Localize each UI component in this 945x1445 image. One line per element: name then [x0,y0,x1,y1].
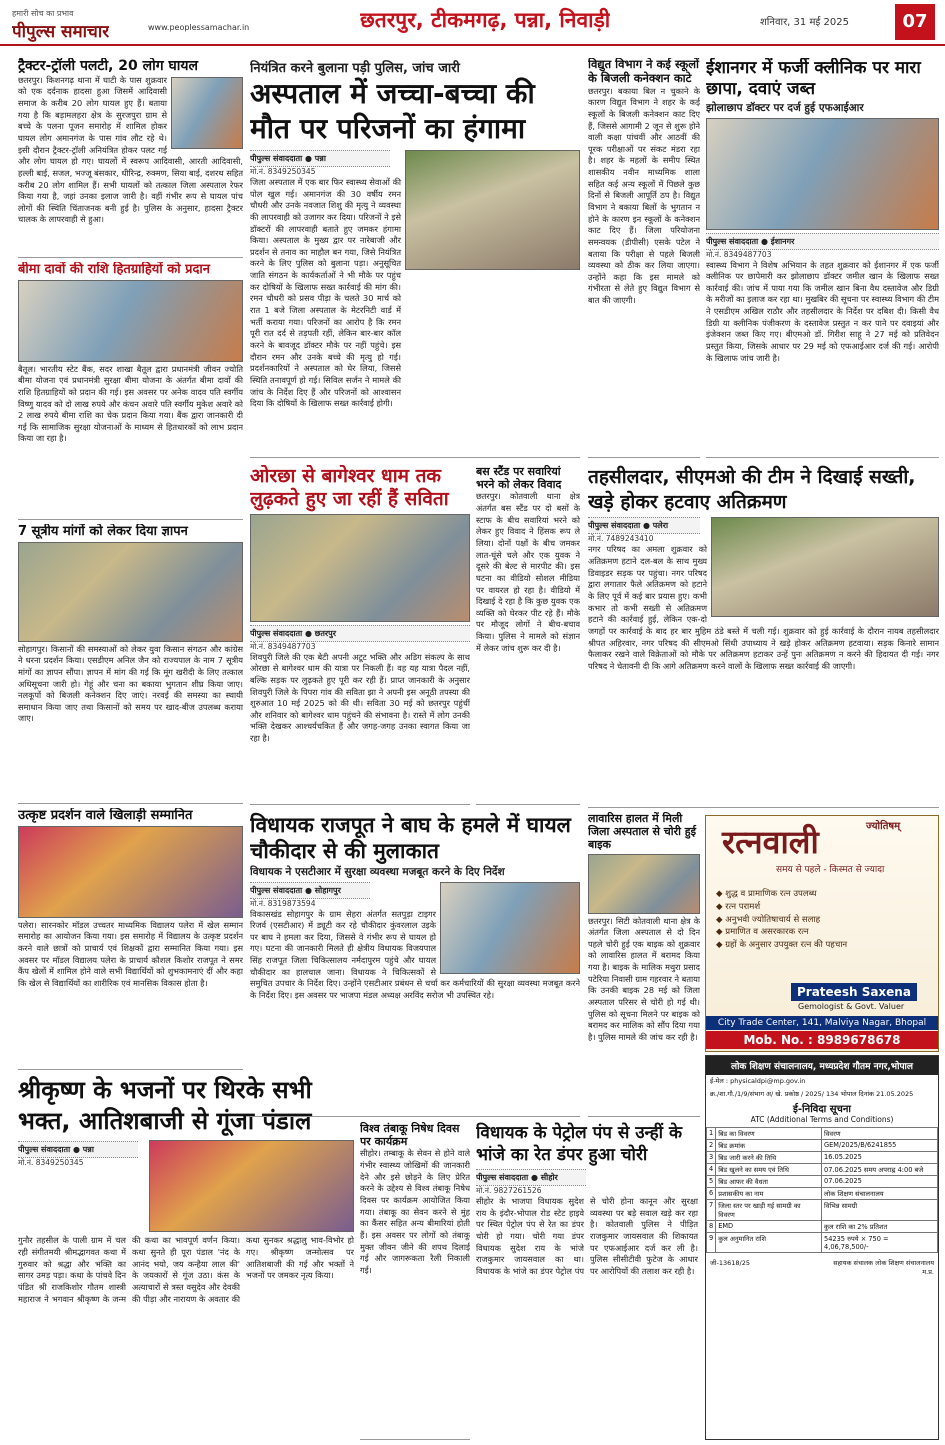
tender-table [706,1127,938,1253]
ad-ratnavali[interactable] [705,815,939,1052]
table-cell: 07.06.2025 समय अपराह्न 4:00 बजे [822,1164,938,1176]
ad-subtitle: समय से पहले - किस्मत से ज्यादा [776,865,885,875]
headline: विद्युत विभाग ने कई स्कूलों के बिजली कनेक्शन काटे [588,58,700,85]
byline: पीपुल्स संवाददाता ● पलेरा [588,517,700,534]
byline: पीपुल्स संवाददाता ● पन्ना [18,1141,138,1158]
byline: पीपुल्स संवाददाता ● सोहागपुर [250,882,370,899]
table-cell: 4 [707,1164,716,1176]
story-photo [405,150,580,270]
edition-title: छतरपुर, टीकमगढ़, पन्ना, निवाड़ी [360,8,611,32]
headline: बीमा दावों की राशि हितग्राहियों को प्रदान [18,262,210,277]
story-body: छतरपुर। कोतवाली थाना क्षेत्र अंतर्गत बस स्टैंड पर दो बसों के स्टाफ के बीच सवारियां भरने को लेकर हुए विवाद ने हिंसक रूप ले लिया। दोनों पक्षों के बीच जमकर लात-घूंसे चले और एक युवक ने दूसरे की बेल्ट से मारपीट की। इस घटना का वीडियो सोशल मीडिया पर वायरल हो रहा है। वीडियो में दिखाई दे रहा है कि कुछ युवक एक व्यक्ति को घेरकर पीट रहे हैं। मौके पर मौजूद लोगों ने बीच-बचाव किया। पुलिस ने मामले को संज्ञान में लेकर जांच शुरू कर दी है। [476,491,580,653]
story-body: स्वास्थ्य विभाग ने विशेष अभियान के तहत शुक्रवार को ईशानगर में एक फर्जी क्लीनिक पर छापेमारी कर झोलाछाप डॉक्टर जमील खान के खिलाफ सख्त कार्रवाई की। जांच में पाया गया कि जमील खान बिना वैध दस्तावेज और डिग्री के मरीजों का इलाज कर रहा था। मुखबिर की सूचना पर स्वास्थ्य विभाग की टीम ने एसडीएम अखिल राठौर और तहसीलदार के निर्देश पर दबिश दी। किसी वैध डिग्री या क्लीनिक पंजीकरण के दस्तावेज प्रस्तुत न कर पाने पर दवाइयां और इंजेक्शन जब्त किए गए। बीएमओ डॉ. गिरीश साहू ने 27 मई को प्रतिवेदन प्रस्तुत किया, जिसके आधार पर 29 मई को एफआईआर दर्ज की गई। आरोपी के खिलाफ जांच जारी है। [706,259,939,363]
headline: तहसीलदार, सीएमओ की टीम ने दिखाई सख्ती, खड़े होकर हटवाए अतिक्रमण [588,466,916,513]
ad-mobile: Mob. No. : 8989678678 [706,1031,938,1049]
mobile: मो.नं. 9827261526 [476,1186,542,1196]
page-number: 07 [895,4,935,40]
kicker: विधायक ने एसटीआर में सुरक्षा व्यवस्था मजबूत करने के दिए निर्देश [250,865,505,878]
table-cell: 3 [707,1152,716,1164]
byline: पीपुल्स संवाददाता ● सीहोर [476,1169,586,1186]
kicker: झोलाछाप डॉक्टर पर दर्ज हुई एफआईआर [706,101,864,114]
table-cell: बिड जारी करने की तिथि [716,1152,822,1164]
table-cell: 5 [707,1176,716,1188]
table-cell: 7 [707,1200,716,1221]
table-cell: 9 [707,1233,716,1253]
table-cell: 8 [707,1221,716,1233]
table-row [707,1152,938,1164]
story-ishanagar [706,58,939,458]
headline: श्रीकृष्ण के भजनों पर थिरके सभी भक्त, आतिशबाजी से गूंजा पंडाल [18,1076,312,1136]
story-bima [18,262,243,520]
table-cell: बिड आफर की वैधता [716,1176,822,1188]
tender-footer: जी-13618/25 [710,1259,750,1268]
tender-org: लोक शिक्षण संचालनालय, मध्यप्रदेश गौतम नगर,भोपाल [706,1056,938,1075]
byline: पीपुल्स संवाददाता ● पन्ना [250,150,390,167]
tender-signature: सहायक संचालक लोक शिक्षण संचालनालय म.प्र. [833,1259,934,1277]
byline: पीपुल्स संवाददाता ● ईशानगर [706,233,939,250]
story-aspatal [250,58,580,458]
table-row [707,1128,938,1140]
tender-ref: क्र./शा.गौ./1/9/संभाग अ/ खे. प्रकोष्ठ / 2025/ 134 भोपाल दिनांक 21.05.2025 [710,1090,914,1099]
headline: बस स्टैंड पर सवारियां भरने को लेकर विवाद [476,465,562,492]
list-item: ◆ ग्रहों के अनुसार उपयुक्त रत्न की पहचान [716,940,848,950]
table-cell: कुल अनुमानित राशि [716,1233,822,1253]
story-photo [250,514,470,622]
table-cell: 16.05.2025 [822,1152,938,1164]
story-orchha [250,465,470,805]
story-bus-stand [476,465,580,805]
ad-address: City Trade Center, 141, Malviya Nagar, Bhopal [706,1016,938,1030]
ad-person-name: Prateesh Saxena [791,983,917,1001]
story-tambaku [360,1122,470,1440]
table-cell: 1 [707,1128,716,1140]
story-photo [706,118,939,230]
issue-date: शनिवार, 31 मई 2025 [760,17,849,28]
story-body: विकासखंड सोहागपुर के ग्राम सेहरा अंतर्गत सतपुड़ा टाइगर रिजर्व (एसटीआर) में ड्यूटी कर रहे चौकीदार कुंवरलाल उइके पर बाघ ने हमला कर दिया, जिससे वे गंभीर रूप से घायल हो गए। घटना की जानकारी मिलते ही क्षेत्रीय विधायक विजयपाल सिंह राजपूत जिला चिकित्सालय नर्मदापुरम पहुंचे और घायल चौकीदार का हालचाल जाना। विधायक ने चिकित्सकों से समुचित उपचार के निर्देश दिए। उन्होंने एसटीआर प्रबंधन से चर्चा कर कर्मचारियों की सुरक्षा व्यवस्था मजबूत करने के निर्देश दिए। इस अवसर पर भाजपा मंडल अध्यक्ष अरविंद सरोज भी उपस्थित रहे। [250,908,580,1000]
mobile: मो.नं. 8349487703 [706,249,772,259]
table-row [707,1164,938,1176]
website: www.peoplessamachar.in [148,23,250,32]
table-cell: बिड का विवरण [716,1128,822,1140]
table-row [707,1200,938,1221]
headline: लावारिस हालत में मिली जिला अस्पताल से चोरी हुई बाइक [588,812,697,852]
story-body: सीहोर। तम्बाकू के सेवन से होने वाले गंभीर स्वास्थ्य जोखिमों की जानकारी देने और इसे छोड़ने के लिए प्रेरित करने के उद्देश्य से विश्व तंबाकू निषेध दिवस पर कार्यक्रम आयोजित किया गया। तंबाकू का सेवन करने से मुंह का कैंसर सहित अन्य बीमारियां होती हैं। इस अवसर पर लोगों को तंबाकू मुक्त जीवन जीने की शपथ दिलाई गई और जागरूकता रैली निकाली गई। [360,1148,470,1275]
story-photo [18,542,243,642]
story-body: शिवपुरी जिले की एक बेटी अपनी अटूट भक्ति और अडिग संकल्प के साथ ओरछा से बागेश्वर धाम की यात्रा पर निकली हैं। वह यह यात्रा पैदल नहीं, बल्कि सड़क पर लुढ़कते हुए पूरी कर रही हैं। प्राप्त जानकारी के अनुसार शिवपुरी जिले के पिपरा गांव की सविता झा ने अपनी इस अनूठी तपस्या की शुरुआत 10 मई 2025 को की थी। सविता 30 मई को छतरपुर पहुंचीं और शनिवार को बागेश्वर धाम पहुंचने की संभावना है। रास्ते में लोग उनकी भक्ति देखकर आश्चर्यचकित हैं और जगह-जगह उनका स्वागत किया जा रहा है। [250,651,470,744]
headline: उत्कृष्ट प्रदर्शन वाले खिलाड़ी सम्मानित [18,808,193,823]
story-vidhayak-bagh [250,812,580,1117]
mobile: मो.नं. 8319873594 [250,898,316,908]
list-item: ◆ रत्न परामर्श [716,901,761,912]
mobile: मो.नं. 8349250345 [18,1158,84,1168]
story-body: नगर परिषद का अमला शुक्रवार को अतिक्रमण हटाने दल-बल के साथ मुख्य डिवाइडर सड़क पर पहुंचा। नगर परिषद द्वारा लगातार फैले अतिक्रमण को हटाने के लिए पूर्व में कई बार प्रयास हुए। कभी कभार तो कभी सख्ती से अतिक्रमण हटाने की कार्रवाई हुई, लेकिन एक-दो जगहों पर कार्रवाई के बाद हर बार मुहिम ठंडे बस्ते में चली गई। शुक्रवार को हुई कार्रवाई के दौरान नायब तहसीलदार श्रीपत अहिरवार, नगर परिषद की सीएमओ सिंधी उपाध्याय ने खड़े होकर अतिक्रमण हटवाया। सड़क किनारे सामान फैलाकर रखने वाले विक्रेताओं को मौके पर अतिक्रमण हटाकर उन्हें पुनः अतिक्रमण न करने की हिदायत दी गई। नगर परिषद ने चेतावनी दी कि आगे अतिक्रमण करने वालों के खिलाफ सख्त कार्रवाई की जाएगी। [588,544,939,671]
table-cell: बिड क्रमांक [716,1140,822,1152]
headline: विश्व तंबाकू निषेध दिवस पर कार्यक्रम [360,1122,460,1149]
brand-logo: हमारी सोच का प्रभाव पीपुल्स समाचार [12,9,110,42]
story-photo [440,882,580,974]
ad-person-role: Gemologist & Govt. Valuer [798,1002,905,1011]
table-cell: 07.06.2025 [822,1176,938,1188]
tender-email: ई-मेल : physicaldpi@mp.gov.in [710,1077,806,1085]
story-vidhayak-pump [476,1122,698,1440]
story-body: बैतूल। भारतीय स्टेट बैंक, सदर शाखा बैतूल द्वारा प्रधानमंत्री जीवन ज्योति बीमा योजना एवं प्रधानमंत्री सुरक्षा बीमा योजना के अंतर्गत बीमा दावों की राशि हितग्राहियों को प्रदान की गई। इस अवसर पर अनेक वादव पति स्वर्गीय विष्णु यादव को दो लाख रुपये और कंचन अवारे पति स्वर्गीय मुकेश अवारे को 2 लाख रुपये बीमा राशि का चेक प्रदान किया गया। बैंक द्वारा जानकारी दी गई कि सामाजिक सुरक्षा योजनाओं के माध्यम से हितधारकों को लाभ प्रदान किया जा रहा है। [18,363,243,444]
ad-list [716,888,847,952]
story-photo [711,517,939,617]
table-row [707,1221,938,1233]
table-cell: GEM/2025/B/6241855 [822,1140,938,1152]
story-body: गुनौर तहसील के पाली ग्राम में चल रही संगीतमयी श्रीमद्भागवत कथा में गुरुवार को श्रद्धा और भक्ति का सागर उमड़ पड़ा। कथा के पांचवे दिन पंडित श्री राजकिशोर गौतम शास्त्री महाराज ने भगवान श्रीकृष्ण के जन्म की कथा का भावपूर्ण वर्णन किया। कथा सुनते ही पूरा पंडाल 'नंद के आनंद भयो, जय कन्हैया लाल की' के जयकारों से गूंज उठा। कंस के अत्याचारों से त्रस्त वसुदेव और देवकी की पीड़ा और नारायण के अवतार की कथा सुनकर श्रद्धालु भाव-विभोर हो गए। श्रीकृष्ण जन्मोत्सव पर आतिशबाजी की गई और भक्तों ने भजनों पर जमकर नृत्य किया। [18,1235,354,1304]
table-cell: कुल राशि का 2% प्रतिशत [822,1221,938,1233]
table-cell: लोक शिक्षण संचालनालय [822,1188,938,1200]
tender-atc: ATC (Additional Terms and Conditions) [750,1115,894,1125]
story-photo [171,77,243,149]
headline: 7 सूत्रीय मांगों को लेकर दिया ज्ञापन [18,524,188,539]
table-cell: 54235 रुपये × 750 = 4,06,78,500/- [822,1233,938,1253]
story-tehsildar [588,465,939,808]
story-photo [18,826,243,918]
story-body: छतरपुर। किशनगढ़ थाना में घाटी के पास शुक्रवार को एक दर्दनाक हादसा हुआ जिसमें आदिवासी समाज के करीब 20 लोग घायल हुए हैं। बताया गया है कि बड़ामलहरा क्षेत्र के सुरजपुरा ग्राम से बच्चे के पलना पूजन समारोह में शामिल होकर घायल लोग अमानगंज के पास गांव लौट रहे थे। इसी दौरान ट्रैक्टर-ट्रॉली अनियंत्रित होकर पलट गई और लोग घायल हो गए। घायलों में स्वरूप आदिवासी, आरती आदिवासी, हल्ली बाई, सजल, भज्जू बंसकार, धीरिन्द्र, रुक्मण, सिया बाई, दशरथ सहित करीब 20 लोग शामिल हैं। सभी घायलों को तत्काल जिला अस्पताल रेफर किया गया है, जहां उनका इलाज जारी है। वहीं गंभीर रूप से घायल पांच लोगों की स्थिति चिंताजनक बनी हुई है। पुलिस के अनुसार, हादसा ट्रैक्टर चालक के लापरवाही से हुआ। [18,74,243,225]
story-khiladi [18,808,243,1070]
table-cell: जिला स्तर पर खाड़ी गई सामग्री का विवरण [716,1200,822,1221]
tender-title: ई-निविदा सूचना [793,1104,851,1116]
headline: ओरछा से बागेश्वर धाम तक लुढ़कते हुए जा रहीं हैं सविता [250,465,449,510]
story-photo [18,280,243,362]
list-item: ◆ शुद्ध व प्रामाणिक रत्न उपलब्ध [716,889,817,899]
mobile: मो.नं. 8349487703 [250,641,316,651]
ad-title: रत्नवाली [722,823,819,861]
mobile: मो.नं. 8349250345 [250,167,316,176]
story-gyapan [18,524,243,804]
story-body: छतरपुर। बकाया बिल न चुकाने के कारण विद्युत विभाग ने शहर के कई स्कूलों के बिजली कनेक्शन काट दिए हैं, जिससे आगामी 2 जून से शुरू होने वाली कक्षा पांचवीं और आठवीं की पूरक परीक्षाओं पर संकट मंडरा रहा है। शहर के महलों के समीप स्थित शासकीय नवीन माध्यमिक शाला सहित कई अन्य स्कूलों में पिछले कुछ दिनों से बिजली आपूर्ति ठप है। विद्युत विभाग ने बकाया बिलों के भुगतान न होने के कारण इन स्कूलों के कनेक्शन काट दिए हैं। जिला परियोजना समन्वयक (डीपीसी) एसके पटेल ने बताया कि परीक्षा से पहले बिजली व्यवस्था को ठीक कर लिया जाएगा। उन्होंने कहा कि इस मामले को गंभीरता से लेते हुए विद्युत विभाग से बात की जाएगी। [588,85,700,306]
table-cell: 2 [707,1140,716,1152]
table-cell: विभिन्न सामग्री [822,1200,938,1221]
headline: विधायक के पेट्रोल पंप से उन्हीं के भांजे का रेत डंपर हुआ चोरी [476,1123,683,1166]
story-photo [149,1140,354,1232]
story-bike-chori [588,812,700,1117]
table-row [707,1140,938,1152]
headline: ट्रैक्टर-ट्रॉली पलटी, 20 लोग घायल [18,58,199,74]
table-row [707,1233,938,1253]
table-cell: 6 [707,1188,716,1200]
table-row [707,1176,938,1188]
story-body: सीहोर के भाजपा विधायक सुदेश राय के इंदौर-भोपाल रोड स्टेट हाइवे पर स्थित पेट्रोल पंप से रेत का डंपर चोरी हो गया। चोरी गया डंपर विधायक सुदेश राय के भांजे राजकुमार जायसवाल का था। विधायक के भांजे का डंपर पेट्रोल पंप से चोरी होना कानून और सुरक्षा व्यवस्था पर बड़े सवाल खड़े कर रहा है। कोतवाली पुलिस ने पीड़ित राजकुमार जायसवाल की शिकायत पर एफआईआर दर्ज कर ली है। पुलिस सीसीटीवी फुटेज के आधार पर आरोपियों की तलाश कर रही है। [476,1196,698,1277]
table-cell: प्रशासकीय का नाम [716,1188,822,1200]
kicker: नियंत्रित करने बुलाना पड़ी पुलिस, जांच जारी [250,61,460,76]
story-body: सोहागपुर। किसानों की समस्याओं को लेकर युवा किसान संगठन और कांग्रेस ने धरना प्रदर्शन किया। एसडीएम अनिल जैन को राज्यपाल के नाम 7 सूत्रीय मांगों का ज्ञापन सौंपा। ज्ञापन में मांग की गई कि मूंग खरीदी के लिए तत्काल अधिसूचना जारी हो। गेहूं और चना का बकाया भुगतान शीघ्र किया जाए। नलकूपों को बिजली कनेक्शन दिए जाएं। नरवई की समस्या का स्थायी समाधान किया जाए तथा किसानों को समय पर खाद-बीज उपलब्ध कराया जाए। [18,643,243,724]
story-bijli [588,58,700,458]
mobile: मो.नं. 7489243410 [588,534,654,544]
table-cell: विवरण [822,1128,938,1140]
list-item: ◆ अनुभवी ज्योतिषाचार्य से सलाह [716,914,821,925]
story-body: छतरपुर। सिटी कोतवाली थाना क्षेत्र के अंतर्गत जिला अस्पताल से दो दिन पहले चोरी हुई एक बाइक को शुक्रवार को लावारिस हालत में बरामद किया गया है। बाइक के मालिक मथुरा प्रसाद पटेरिया निवासी ग्राम गहरवार ने बताया कि उनकी बाइक 28 मई को जिला अस्पताल परिसर से चोरी हो गई थी। पुलिस को सूचना मिलने पर बाइक को बरामद कर मालिक को सौंप दिया गया है। पुलिस मामले की जांच कर रही है। [588,915,700,1042]
headline: विधायक राजपूत ने बाघ के हमले में घायल चौकीदार से की मुलाकात [250,813,571,864]
table-cell: EMD [716,1221,822,1233]
byline: पीपुल्स संवाददाता ● छतरपुर [250,625,470,642]
headline: ईशानगर में फर्जी क्लीनिक पर मारा छापा, दवाएं जब्त [706,58,921,100]
table-row [707,1188,938,1200]
table-cell: बिड खुलने का समय एवं तिथि [716,1164,822,1176]
story-photo [588,854,700,914]
story-shrikrishna [18,1075,354,1440]
headline: अस्पताल में जच्चा-बच्चा की मौत पर परिजनों का हंगामा [250,77,535,145]
story-body: जिला अस्पताल में एक बार फिर स्वास्थ्य सेवाओं की पोल खुल गई। अमानगंज की 30 वर्षीय रमन चौधरी और उनके नवजात शिशु की मृत्यु ने व्यवस्था की लापरवाही को उजागर कर दिया। परिजनों ने इसे डॉक्टरों की लापरवाही बताते हुए जमकर हंगामा किया। अस्पताल के मुख्य द्वार पर नारेबाजी और प्रदर्शन से तनाव का माहौल बन गया, जिसे नियंत्रित करने के लिए पुलिस को बुलाना पड़ा। अनुसूचित जाति संगठन के कार्यकर्ताओं ने भी मौके पर पहुंच कर दोषियों के खिलाफ सख्त कार्रवाई की मांग की। रमन चौधरी को प्रसव पीड़ा के चलते 30 मार्च को रात 1 बजे जिला अस्पताल के मेटरनिटी वार्ड में भर्ती कराया गया। परिजनों का आरोप है कि रमन पूरी रात दर्द से तड़पती रहीं, लेकिन बार-बार कॉल करने के बावजूद डॉक्टर मौके पर नहीं पहुंचे। इस दौरान रमन और उनके बच्चे की मृत्यु हो गई। प्रदर्शनकारियों ने अस्पताल को घेर लिया, जिससे स्थिति तनावपूर्ण हो गई। सिविल सर्जन ने मामले की जांच के निर्देश दिए हैं और परिजनों को आश्वासन दिया कि दोषियों के खिलाफ सख्त कार्रवाई होगी। [250,177,401,409]
story-tractor [18,58,243,258]
tender-notice [705,1055,939,1440]
story-body: पलेरा। सारनकोर मॉडल उच्चतर माध्यमिक विद्यालय पलेरा में खेल सम्मान समारोह का आयोजन किया गया। इस समारोह में विद्यालय के उत्कृष्ट प्रदर्शन करने वाले छात्रों को प्राचार्य एवं शिक्षकों द्वारा सम्मानित किया गया। इस अवसर पर मॉडल विद्यालय पलेरा के प्राचार्य कौशल किशोर राजपूत ने समर कैंप खेलों में शामिल होने वाले सभी विद्यार्थियों को शुभकामनाएं दीं और कहा कि खेल से विद्यार्थियों का शारीरिक एवं मानसिक विकास होता है। [18,919,243,988]
list-item: ◆ प्रमाणित व असरकारक रत्न [716,927,809,938]
ad-tag: ज्योतिषम् [866,821,901,832]
